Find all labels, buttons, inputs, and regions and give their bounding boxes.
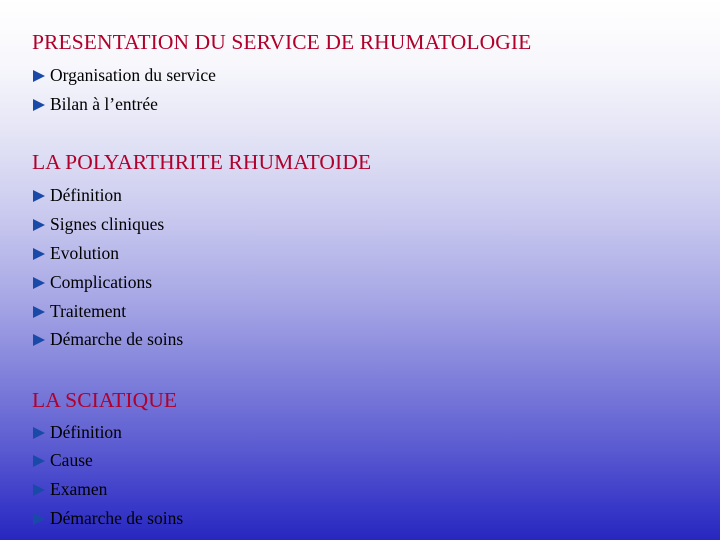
- triangle-arrow-icon: [33, 455, 45, 467]
- list-item: [33, 327, 183, 351]
- list-item: [33, 448, 93, 472]
- list-item: [33, 212, 164, 236]
- list-item-label: Démarche de soins: [50, 507, 184, 528]
- triangle-arrow-icon: [33, 513, 45, 525]
- list-item-label: Démarche de soins: [50, 328, 184, 349]
- section-heading-polyarthrite: LA POLYARTHRITE RHUMATOIDE: [32, 150, 372, 174]
- triangle-arrow-icon: [33, 427, 45, 439]
- triangle-arrow-icon: [33, 484, 45, 496]
- section-heading-service: PRESENTATION DU SERVICE DE RHUMATOLOGIE: [32, 30, 532, 54]
- triangle-arrow-icon: [33, 334, 45, 346]
- list-item-label: Définition: [50, 184, 122, 205]
- list-item: [33, 183, 122, 207]
- list-item: [33, 92, 158, 116]
- list-item-label: Définition: [50, 421, 122, 442]
- list-item-label: Traitement: [50, 300, 127, 321]
- list-item: [33, 270, 152, 294]
- triangle-arrow-icon: [33, 190, 45, 202]
- list-item: [33, 241, 119, 265]
- list-item-label: Cause: [50, 449, 93, 470]
- list-item: [33, 63, 216, 87]
- triangle-arrow-icon: [33, 219, 45, 231]
- list-item-label: Examen: [50, 478, 108, 499]
- list-item: [33, 420, 122, 444]
- section-heading-sciatique: LA SCIATIQUE: [32, 388, 178, 412]
- list-item: [33, 506, 183, 530]
- triangle-arrow-icon: [33, 248, 45, 260]
- triangle-arrow-icon: [33, 277, 45, 289]
- triangle-arrow-icon: [33, 306, 45, 318]
- list-item-label: Evolution: [50, 242, 120, 263]
- list-item: [33, 477, 107, 501]
- list-item-label: Bilan à l’entrée: [50, 93, 158, 114]
- list-item-label: Complications: [50, 271, 153, 292]
- list-item-label: Signes cliniques: [50, 213, 165, 234]
- list-item: [33, 299, 126, 323]
- triangle-arrow-icon: [33, 99, 45, 111]
- list-item-label: Organisation du service: [50, 64, 216, 85]
- triangle-arrow-icon: [33, 70, 45, 82]
